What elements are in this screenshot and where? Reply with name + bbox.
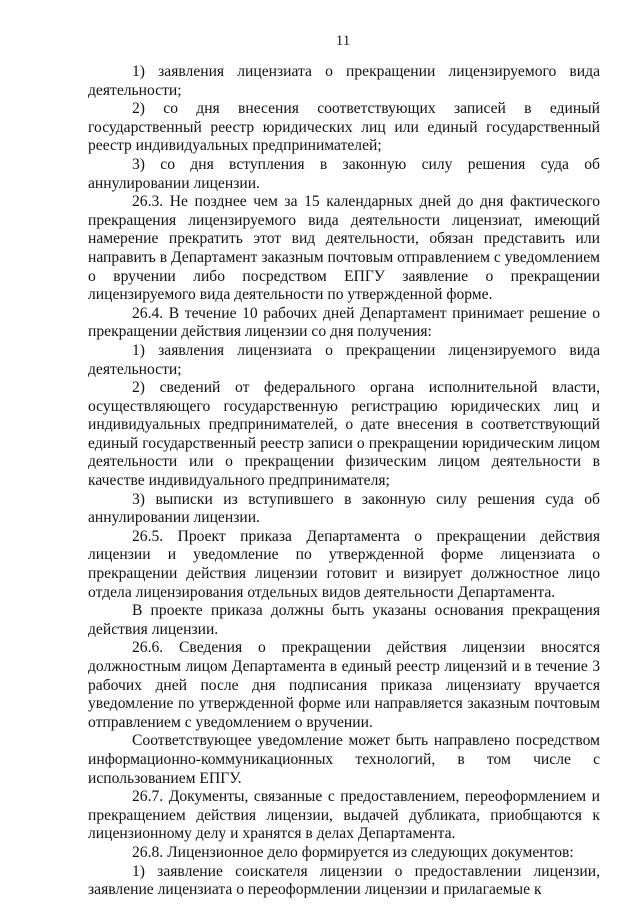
paragraph: 26.3. Не позднее чем за 15 календарных дней до дня фактического прекращения лицензируемого вида деятельности лицензиат, имеющий намерение прекратить этот вид деятельности, обязан представить или направить в Департамент заказным почтовым отправлением с уведомлением о вручении либо посредством ЕПГУ заявление о прекращении лицензируемого вида деятельности по утвержденной форме. — [88, 193, 600, 304]
paragraph: 1) заявления лицензиата о прекращении лицензируемого вида деятельности; — [88, 63, 600, 99]
page-number: 11 — [335, 33, 351, 49]
paragraph: 26.8. Лицензионное дело формируется из следующих документов: — [132, 843, 574, 861]
paragraph: 1) заявления лицензиата о прекращении лицензируемого вида деятельности; — [88, 341, 600, 378]
paragraph: 3) выписки из вступившего в законную силу решения суда об аннулировании лицензии. — [88, 490, 600, 527]
paragraph: 26.5. Проект приказа Департамента о прекращении действия лицензии и уведомление по утвержденной форме лицензиата о прекращении действия лицензии готовит и визирует должностное лицо отдела лицензирования отдельных видов деятельности Департамента. — [88, 527, 600, 601]
paragraph: 2) сведений от федерального органа исполнительной власти, осуществляющего государственную регистрацию юридических лиц и индивидуальных предпринимателей, о дате внесения в соответствующий единый государственный реестр записи о прекращении юридическим лицом деятельности или о прекращении физическим лицом деятельности в качестве индивидуального предпринимателя; — [88, 379, 600, 490]
paragraph: В проекте приказа должны быть указаны основания прекращения действия лицензии. — [88, 602, 600, 638]
paragraph: 26.7. Документы, связанные с предоставлением, переоформлением и прекращением действия лицензии, выдачей дубликата, приобщаются к лицензионному делу и хранятся в делах Департамента. — [88, 788, 600, 843]
paragraph: 26.6. Сведения о прекращении действия лицензии вносятся должностным лицом Департамента в единый реестр лицензий и в течение 3 рабочих дней после дня подписания приказа лицензиату вручается уведомление по утвержденной форме или направляется заказным почтовым отправлением с уведомлением о вручении. — [88, 639, 600, 731]
paragraph: 2) со дня внесения соответствующих записей в единый государственный реестр юридических лиц или единый государственный реестр индивидуальных предпринимателей; — [88, 100, 600, 155]
paragraph: 1) заявление соискателя лицензии о предоставлении лицензии, заявление лицензиата о переоформлении лицензии и прилагаемые к — [88, 862, 600, 899]
paragraph: Соответствующее уведомление может быть направлено посредством информационно-коммуникационных технологий, в том числе с использованием ЕПГУ. — [88, 732, 600, 787]
document-body — [88, 63, 600, 900]
paragraph: 26.4. В течение 10 рабочих дней Департамент принимает решение о прекращении действия лицензии со дня получения: — [88, 304, 600, 341]
paragraph: 3) со дня вступления в законную силу решения суда об аннулировании лицензии. — [88, 155, 600, 192]
